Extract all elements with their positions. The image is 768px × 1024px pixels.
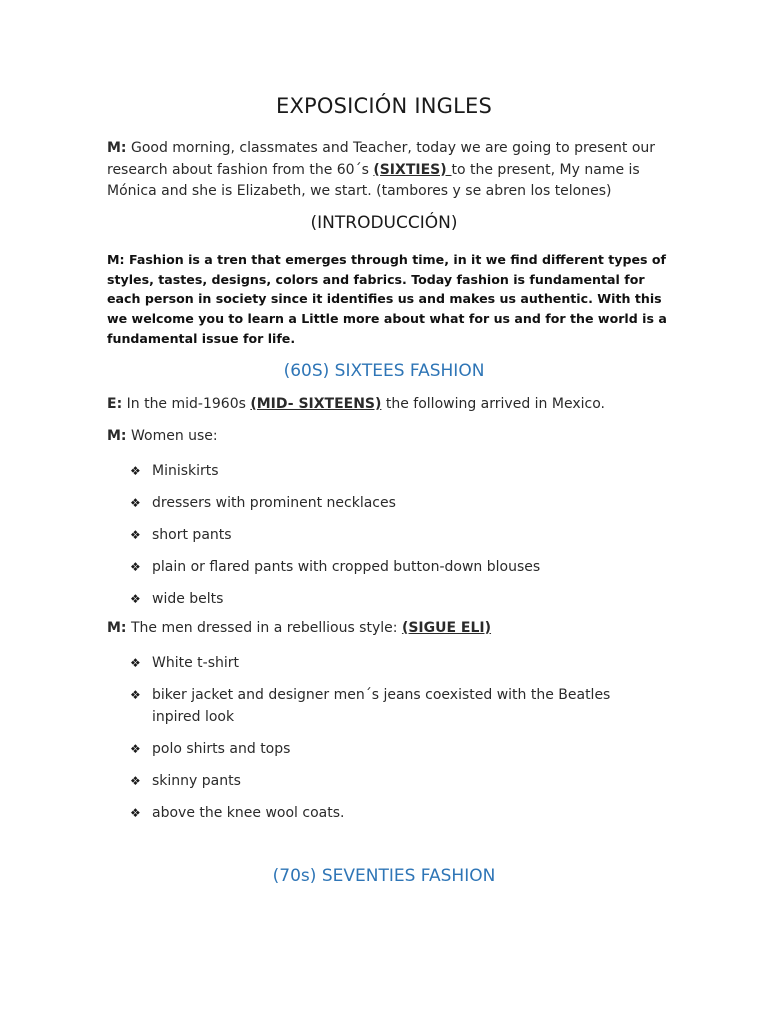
speaker-label: M: [107,428,127,444]
intro-highlight: (SIXTIES) [373,161,452,178]
intro-text-a: Good morning, classmates and Teacher, today we are going to present our research about fashion from the 60´s [107,140,656,178]
list-item [130,556,630,578]
diamond-bullet-icon: ❖ [130,656,141,670]
list-item-text: dressers with prominent necklaces [152,495,396,511]
speaker-label: M: [107,620,127,636]
diamond-bullet-icon: ❖ [130,806,141,820]
section-heading-60s: (60S) SIXTEES FASHION [283,361,485,381]
speaker-label: E: [107,396,123,412]
line-women-text: Women use: [126,428,218,444]
line-men-text: The men dressed in a rebellious style: [126,620,402,636]
list-item-text: polo shirts and tops [152,741,291,757]
list-item-text: wide belts [152,591,224,607]
diamond-bullet-icon: ❖ [130,560,141,574]
line-e-highlight: (MID- SIXTEENS) [250,396,382,412]
diamond-bullet-icon: ❖ [130,688,141,702]
list-item [130,770,630,792]
line-e-intro [107,396,605,412]
list-item [130,738,630,760]
section-heading-70s: (70s) SEVENTIES FASHION [272,866,496,886]
diamond-bullet-icon: ❖ [130,774,141,788]
list-item-text: skinny pants [152,773,241,789]
list-item-text: White t-shirt [152,655,240,671]
list-item [130,492,630,514]
line-men-highlight: (SIGUE ELI) [401,620,492,636]
list-item [130,588,630,610]
list-item-text: plain or flared pants with cropped button-down blouses [152,559,541,575]
speaker-label: M: [107,140,127,156]
list-item-text: Miniskirts [152,463,219,479]
line-women-use [107,428,218,444]
introduction-paragraph: M: Fashion is a tren that emerges through time, in it we find different types of styles, tastes, designs, colors and fabrics. Today fashion is fundamental for each person in society since it identifies us and makes us authentic. With this we welcome you to learn a Little more about what for us and for the world is a fundamental issue for life. [107,252,667,346]
diamond-bullet-icon: ❖ [130,464,141,478]
diamond-bullet-icon: ❖ [130,496,141,510]
list-item [130,802,630,824]
list-item-text: biker jacket and designer men´s jeans coexisted with the Beatles inpired look [152,687,611,725]
intro-text-b: to the present, My name is Mónica and she is Elizabeth, we start. (tambores y se abren los telones) [107,161,640,199]
line-e-text-a: In the mid-1960s [122,396,251,412]
document-title: EXPOSICIÓN INGLES [275,94,492,118]
diamond-bullet-icon: ❖ [130,742,141,756]
list-item-text: above the knee wool coats. [152,805,345,821]
line-men-style [107,620,491,636]
line-e-text-b: the following arrived in Mexico. [381,396,605,412]
list-item [130,652,630,674]
list-item [130,460,630,482]
introduction-heading: (INTRODUCCIÓN) [310,213,458,233]
list-item [130,524,630,546]
list-item-text: short pants [152,527,232,543]
diamond-bullet-icon: ❖ [130,528,141,542]
list-item [130,684,630,728]
diamond-bullet-icon: ❖ [130,592,141,606]
intro-paragraph [107,138,667,203]
